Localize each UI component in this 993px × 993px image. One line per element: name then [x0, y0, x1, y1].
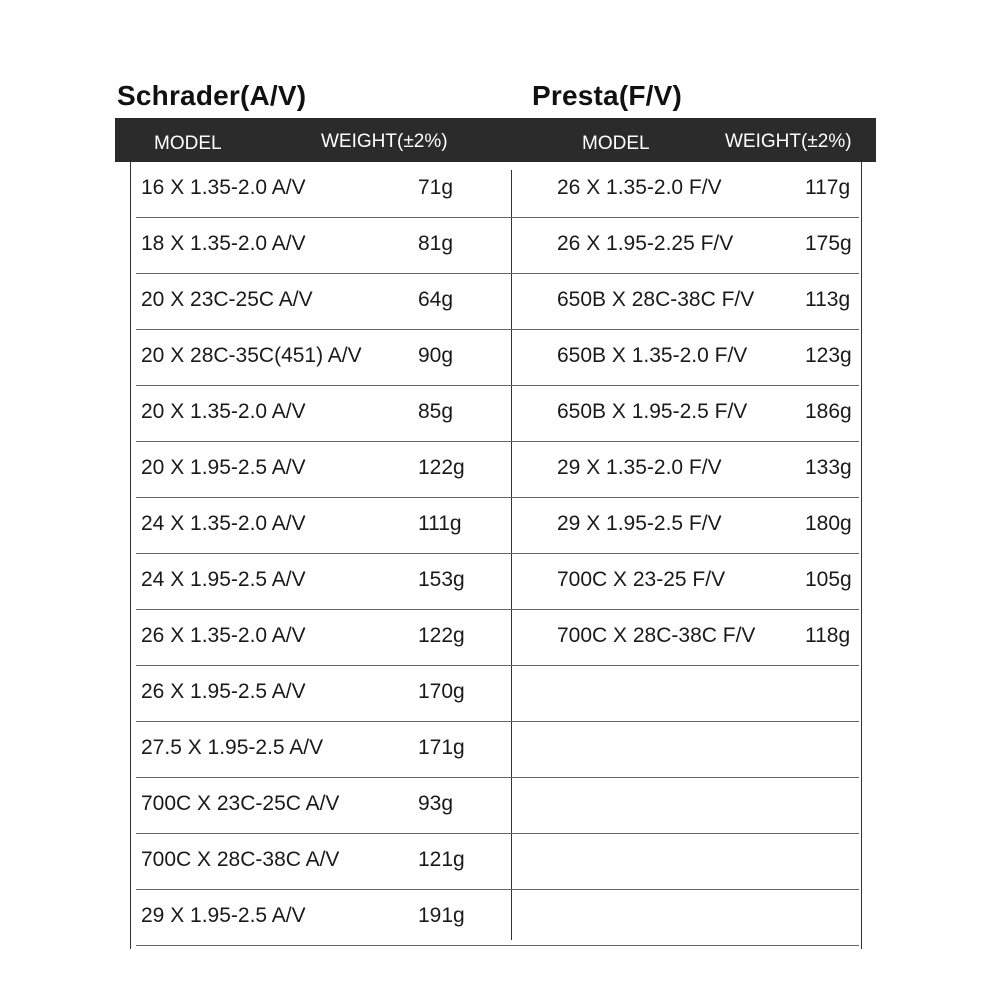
- model-cell: 24 X 1.95-2.5 A/V: [141, 568, 306, 591]
- model-cell: 700C X 23C-25C A/V: [141, 792, 340, 815]
- weight-cell: 81g: [418, 232, 454, 255]
- table-row: [511, 386, 859, 442]
- model-cell: 29 X 1.95-2.5 A/V: [141, 904, 306, 927]
- weight-cell: 122g: [418, 624, 465, 647]
- model-cell: 700C X 23-25 F/V: [557, 568, 726, 591]
- model-cell: 16 X 1.35-2.0 A/V: [141, 176, 306, 199]
- table-row: [136, 610, 511, 666]
- table-row: [511, 610, 859, 666]
- model-cell: 650B X 1.35-2.0 F/V: [557, 344, 748, 367]
- table-row: [136, 890, 511, 946]
- table-row: [511, 722, 859, 778]
- weight-cell: 170g: [418, 680, 465, 703]
- weight-cell: 186g: [805, 400, 852, 423]
- table-row: [136, 218, 511, 274]
- table-row: [511, 162, 859, 218]
- table-row: [511, 666, 859, 722]
- schrader-weight-header: WEIGHT(±2%): [321, 131, 448, 152]
- model-cell: 26 X 1.95-2.25 F/V: [557, 232, 734, 255]
- table-row: [136, 330, 511, 386]
- model-cell: 29 X 1.95-2.5 F/V: [557, 512, 722, 535]
- model-cell: 650B X 1.95-2.5 F/V: [557, 400, 748, 423]
- weight-cell: 90g: [418, 344, 454, 367]
- weight-cell: 191g: [418, 904, 465, 927]
- weight-cell: 118g: [805, 624, 851, 647]
- table-row: [511, 274, 859, 330]
- model-cell: 29 X 1.35-2.0 F/V: [557, 456, 722, 479]
- table-row: [136, 498, 511, 554]
- schrader-model-header: MODEL: [154, 133, 222, 154]
- model-cell: 26 X 1.35-2.0 A/V: [141, 624, 306, 647]
- weight-cell: 133g: [805, 456, 852, 479]
- presta-model-header: MODEL: [582, 133, 650, 154]
- table-row: [136, 274, 511, 330]
- weight-cell: 113g: [805, 288, 851, 311]
- weight-cell: 64g: [418, 288, 454, 311]
- model-cell: 26 X 1.95-2.5 A/V: [141, 680, 306, 703]
- table-right-border: [861, 162, 862, 949]
- model-cell: 20 X 28C-35C(451) A/V: [141, 344, 362, 367]
- table-row: [136, 554, 511, 610]
- table-row: [511, 498, 859, 554]
- weight-cell: 180g: [805, 512, 852, 535]
- weight-cell: 93g: [418, 792, 454, 815]
- table-row: [136, 834, 511, 890]
- presta-title: Presta(F/V): [532, 80, 683, 111]
- model-cell: 20 X 1.95-2.5 A/V: [141, 456, 306, 479]
- model-cell: 18 X 1.35-2.0 A/V: [141, 232, 306, 255]
- presta-table: [511, 162, 861, 946]
- model-cell: 650B X 28C-38C F/V: [557, 288, 755, 311]
- table-row: [136, 386, 511, 442]
- model-cell: 26 X 1.35-2.0 F/V: [557, 176, 722, 199]
- table-row: [136, 722, 511, 778]
- table-row: [511, 330, 859, 386]
- model-cell: 700C X 28C-38C A/V: [141, 848, 340, 871]
- schrader-title: Schrader(A/V): [117, 80, 307, 111]
- table-row: [511, 442, 859, 498]
- weight-cell: 123g: [805, 344, 852, 367]
- weight-cell: 121g: [418, 848, 465, 871]
- table-header-bar: [115, 118, 876, 162]
- table-row: [511, 218, 859, 274]
- table-row: [136, 666, 511, 722]
- weight-cell: 85g: [418, 400, 454, 423]
- weight-cell: 171g: [418, 736, 465, 759]
- presta-weight-header: WEIGHT(±2%): [725, 131, 852, 152]
- weight-cell: 111g: [418, 512, 462, 535]
- schrader-table: [130, 162, 511, 946]
- table-row: [511, 890, 859, 946]
- weight-cell: 153g: [418, 568, 465, 591]
- weight-cell: 71g: [418, 176, 454, 199]
- weight-cell: 175g: [805, 232, 852, 255]
- model-cell: 27.5 X 1.95-2.5 A/V: [141, 736, 324, 759]
- model-cell: 20 X 23C-25C A/V: [141, 288, 313, 311]
- model-cell: 24 X 1.35-2.0 A/V: [141, 512, 306, 535]
- weight-cell: 122g: [418, 456, 465, 479]
- table-row: [511, 778, 859, 834]
- table-row: [136, 442, 511, 498]
- table-row: [136, 162, 511, 218]
- table-row: [511, 554, 859, 610]
- weight-cell: 105g: [805, 568, 852, 591]
- table-row: [511, 834, 859, 890]
- weight-cell: 117g: [805, 176, 851, 199]
- model-cell: 20 X 1.35-2.0 A/V: [141, 400, 306, 423]
- model-cell: 700C X 28C-38C F/V: [557, 624, 756, 647]
- table-row: [136, 778, 511, 834]
